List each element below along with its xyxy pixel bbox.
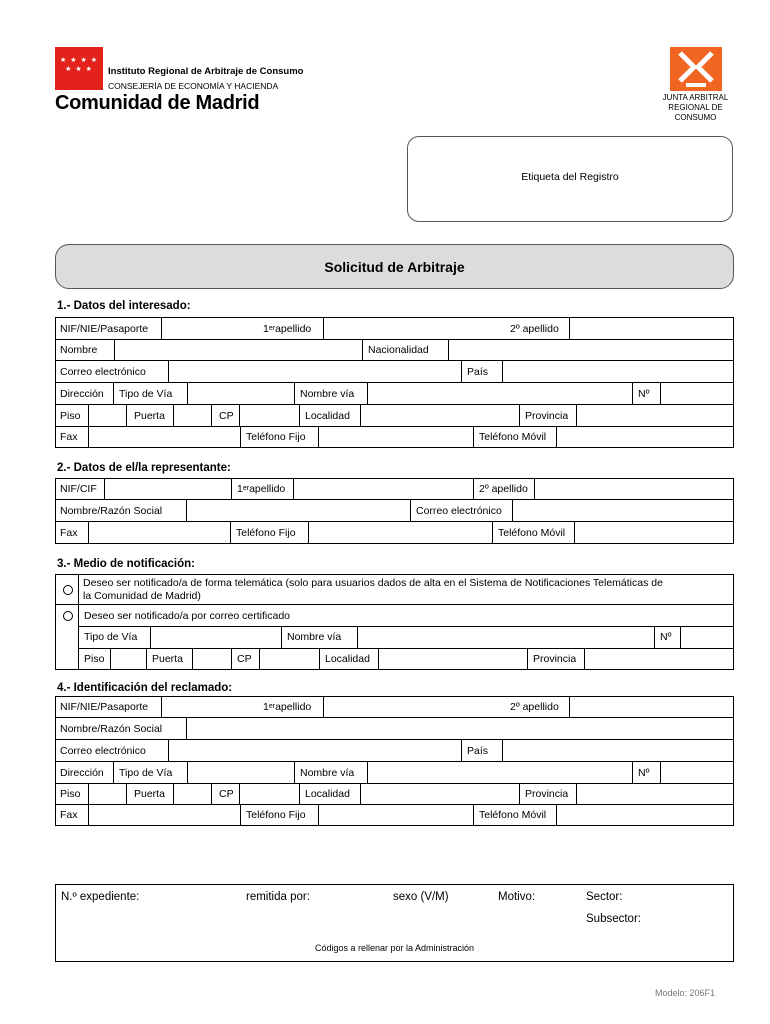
registry-label: Etiqueta del Registro (521, 171, 619, 183)
label-localidad: Localidad (305, 788, 350, 800)
table-row (56, 697, 733, 718)
label-nombre-via: Nombre vía (300, 766, 355, 779)
radio-notification-mail[interactable] (63, 611, 73, 621)
table-row (56, 762, 733, 784)
label-nombre-razon: Nombre/Razón Social (60, 722, 163, 735)
label-numero: Nº (638, 766, 650, 779)
label-nombre-via: Nombre vía (300, 387, 355, 400)
label-cp: CP (237, 652, 252, 665)
label-fax: Fax (60, 431, 78, 443)
section-4-heading: 4.- Identificación del reclamado: (57, 682, 233, 694)
junta-line: JUNTA ARBITRAL (662, 93, 729, 102)
admin-codes-box (55, 884, 734, 962)
label-localidad: Localidad (325, 652, 370, 665)
label-nombre: Nombre (60, 344, 98, 356)
label-cp: CP (219, 409, 234, 422)
label-fax: Fax (60, 526, 78, 539)
label-part: apellido (275, 701, 312, 713)
label-nif-cif: NIF/CIF (60, 483, 97, 495)
table-row (56, 405, 733, 427)
option-line: la Comunidad de Madrid) (83, 590, 201, 602)
table-row (56, 522, 733, 543)
section-3-heading: 3.- Medio de notificación: (57, 558, 196, 570)
label-primer-apellido: 1 er apellido (263, 322, 312, 335)
label-telefono-fijo: Teléfono Fijo (246, 431, 306, 443)
table-row (56, 805, 733, 825)
radio-notification-telematic[interactable] (63, 585, 73, 595)
label-telefono-fijo: Teléfono Fijo (236, 526, 296, 539)
label-tipo-via: Tipo de Vía (119, 387, 173, 400)
table-row (56, 383, 733, 405)
label-sexo: sexo (V/M) (393, 891, 449, 903)
label-expediente: N.º expediente: (61, 891, 140, 903)
label-piso: Piso (84, 652, 105, 665)
option-line: Deseo ser notificado/a de forma telemática (solo para usuarios dados de alta en el Sistema de Notificaciones Telemáticas de (83, 577, 663, 589)
label-provincia: Provincia (533, 652, 577, 665)
table-row (56, 340, 733, 361)
label-part: apellido (249, 483, 286, 495)
label-nif: NIF/NIE/Pasaporte (60, 701, 149, 713)
label-direccion: Dirección (60, 766, 104, 779)
table-row (56, 427, 733, 447)
label-numero: Nº (638, 387, 650, 400)
label-telefono-movil: Teléfono Móvil (479, 431, 547, 443)
label-correo: Correo electrónico (60, 365, 146, 378)
label-nombre-razon: Nombre/Razón Social (60, 504, 163, 517)
form-title (55, 244, 734, 289)
table-row (56, 784, 733, 805)
table-row (56, 479, 733, 500)
label-motivo: Motivo: (498, 891, 536, 903)
table-row (78, 648, 733, 669)
label-telefono-fijo: Teléfono Fijo (246, 809, 306, 821)
section-2-heading: 2.- Datos de el/la representante: (57, 462, 231, 474)
stars-icon: ★ ★ ★ ★ ★ ★ ★ (60, 57, 98, 73)
label-pais: País (467, 744, 489, 757)
junta-line: REGIONAL DE (668, 103, 723, 112)
label-direccion: Dirección (60, 387, 104, 400)
label-nacionalidad: Nacionalidad (368, 344, 429, 356)
label-puerta: Puerta (152, 652, 183, 665)
label-tipo-via: Tipo de Vía (84, 631, 138, 643)
madrid-flag-stars-icon (55, 47, 103, 90)
label-segundo-apellido: 2º apellido (510, 322, 559, 335)
model-number: Modelo: 206F1 (655, 988, 716, 998)
admin-footer-note: Códigos a rellenar por la Administración (314, 943, 475, 953)
label-subsector: Subsector: (586, 913, 641, 925)
label-part: 1 (263, 701, 269, 713)
table-row (56, 500, 733, 522)
label-telefono-movil: Teléfono Móvil (479, 809, 547, 821)
label-provincia: Provincia (525, 788, 569, 800)
table-row (56, 361, 733, 383)
section-2-table (55, 478, 734, 544)
label-part: 1 (263, 322, 269, 335)
label-nombre-via: Nombre vía (287, 631, 342, 643)
label-nif: NIF/NIE/Pasaporte (60, 322, 149, 335)
institute-name: Instituto Regional de Arbitraje de Consumo (108, 66, 304, 77)
label-piso: Piso (60, 788, 81, 800)
table-row (56, 740, 733, 762)
section-1-heading: 1.- Datos del interesado: (57, 300, 191, 312)
section-3-table (55, 574, 734, 670)
label-telefono-movil: Teléfono Móvil (498, 526, 566, 539)
label-remitida: remitida por: (246, 891, 310, 903)
section-4-table (55, 696, 734, 826)
label-provincia: Provincia (525, 409, 569, 422)
junta-line: CONSUMO (674, 113, 717, 122)
label-fax: Fax (60, 809, 78, 821)
table-row (56, 575, 733, 605)
table-row (56, 605, 733, 626)
table-row (56, 318, 733, 340)
label-primer-apellido: 1 er apellido (237, 483, 286, 495)
form-title-text: Solicitud de Arbitraje (324, 258, 465, 275)
label-cp: CP (219, 788, 234, 800)
table-row (78, 626, 733, 648)
label-part: apellido (275, 322, 312, 335)
region-name: Comunidad de Madrid (55, 92, 260, 114)
label-numero: Nº (660, 631, 672, 643)
department-name: CONSEJERÍA DE ECONOMÍA Y HACIENDA (108, 81, 279, 91)
label-puerta: Puerta (134, 788, 165, 800)
table-row (56, 718, 733, 740)
label-piso: Piso (60, 409, 81, 422)
junta-arbitral-logo-icon (670, 47, 722, 91)
junta-arbitral-text (648, 93, 743, 123)
label-part: 1 (237, 483, 243, 495)
label-correo: Correo electrónico (416, 504, 502, 517)
label-pais: País (467, 365, 489, 378)
label-correo: Correo electrónico (60, 744, 146, 757)
section-1-table (55, 317, 734, 448)
label-segundo-apellido: 2º apellido (510, 701, 559, 713)
label-sector: Sector: (586, 891, 623, 903)
label-tipo-via: Tipo de Vía (119, 766, 173, 779)
label-localidad: Localidad (305, 409, 350, 422)
label-puerta: Puerta (134, 409, 165, 422)
option-mail-text: Deseo ser notificado/a por correo certificado (84, 609, 291, 622)
option-telematic-text (83, 577, 663, 603)
label-primer-apellido: 1 er apellido (263, 701, 312, 713)
label-segundo-apellido: 2º apellido (479, 483, 528, 495)
